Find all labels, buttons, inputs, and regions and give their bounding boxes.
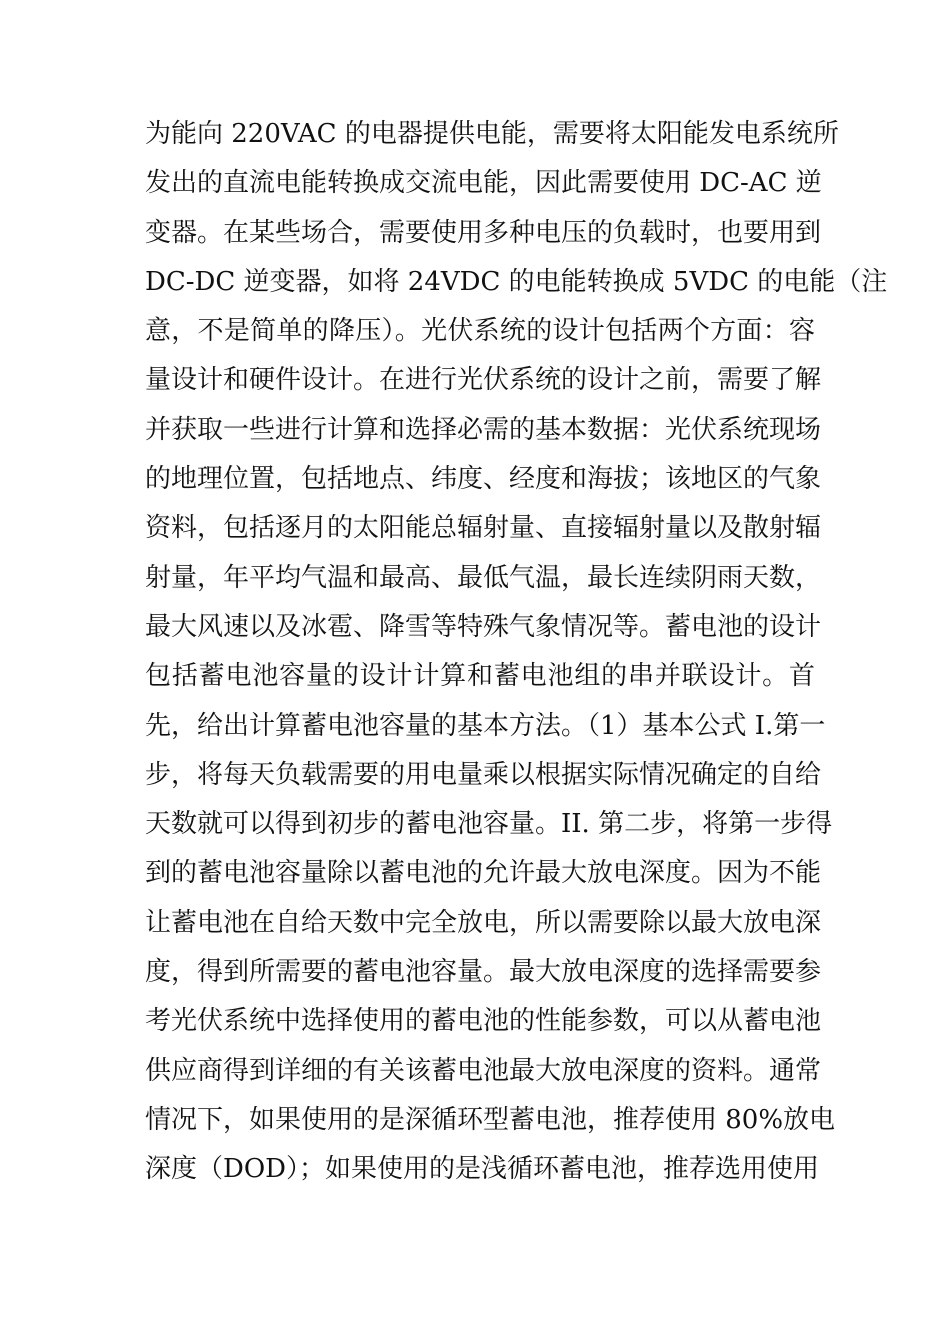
text-line: 最大风速以及冰雹、降雪等特殊气象情况等。蓄电池的设计	[145, 611, 822, 642]
text-line: 的地理位置，包括地点、纬度、经度和海拔；该地区的气象	[145, 464, 822, 495]
text-line: 天数就可以得到初步的蓄电池容量。II. 第二步，将第一步得	[145, 809, 833, 840]
text-line: 度，得到所需要的蓄电池容量。最大放电深度的选择需要参	[145, 957, 822, 988]
body-paragraph	[145, 110, 888, 1195]
text-line: 意，不是简单的降压）。光伏系统的设计包括两个方面：容	[145, 316, 815, 347]
text-line: 包括蓄电池容量的设计计算和蓄电池组的串并联设计。首	[145, 661, 815, 692]
text-line: 情况下，如果使用的是深循环型蓄电池，推荐使用 80%放电	[145, 1104, 836, 1135]
text-line: 资料，包括逐月的太阳能总辐射量、直接辐射量以及散射辐	[145, 513, 822, 544]
text-line: DC-DC 逆变器，如将 24VDC 的电能转换成 5VDC 的电能（注	[145, 266, 888, 297]
text-line: 发出的直流电能转换成交流电能，因此需要使用 DC-AC 逆	[145, 168, 822, 199]
text-line: 先，给出计算蓄电池容量的基本方法。（1）基本公式 I.第一	[145, 710, 826, 741]
text-line: 量设计和硬件设计。在进行光伏系统的设计之前，需要了解	[145, 365, 822, 396]
text-line: 考光伏系统中选择使用的蓄电池的性能参数，可以从蓄电池	[145, 1006, 822, 1037]
text-line: 变器。在某些场合，需要使用多种电压的负载时，也要用到	[145, 217, 822, 248]
text-line: 射量，年平均气温和最高、最低气温，最长连续阴雨天数，	[145, 562, 822, 593]
text-line: 步，将每天负载需要的用电量乘以根据实际情况确定的自给	[145, 759, 822, 790]
text-line: 到的蓄电池容量除以蓄电池的允许最大放电深度。因为不能	[145, 858, 822, 889]
text-line: 让蓄电池在自给天数中完全放电，所以需要除以最大放电深	[145, 907, 822, 938]
text-line: 为能向 220VAC 的电器提供电能，需要将太阳能发电系统所	[145, 119, 839, 149]
text-line: 深度（DOD）；如果使用的是浅循环蓄电池，推荐选用使用	[145, 1154, 820, 1185]
text-line: 供应商得到详细的有关该蓄电池最大放电深度的资料。通常	[145, 1055, 822, 1086]
text-line: 并获取一些进行计算和选择必需的基本数据：光伏系统现场	[145, 414, 822, 445]
